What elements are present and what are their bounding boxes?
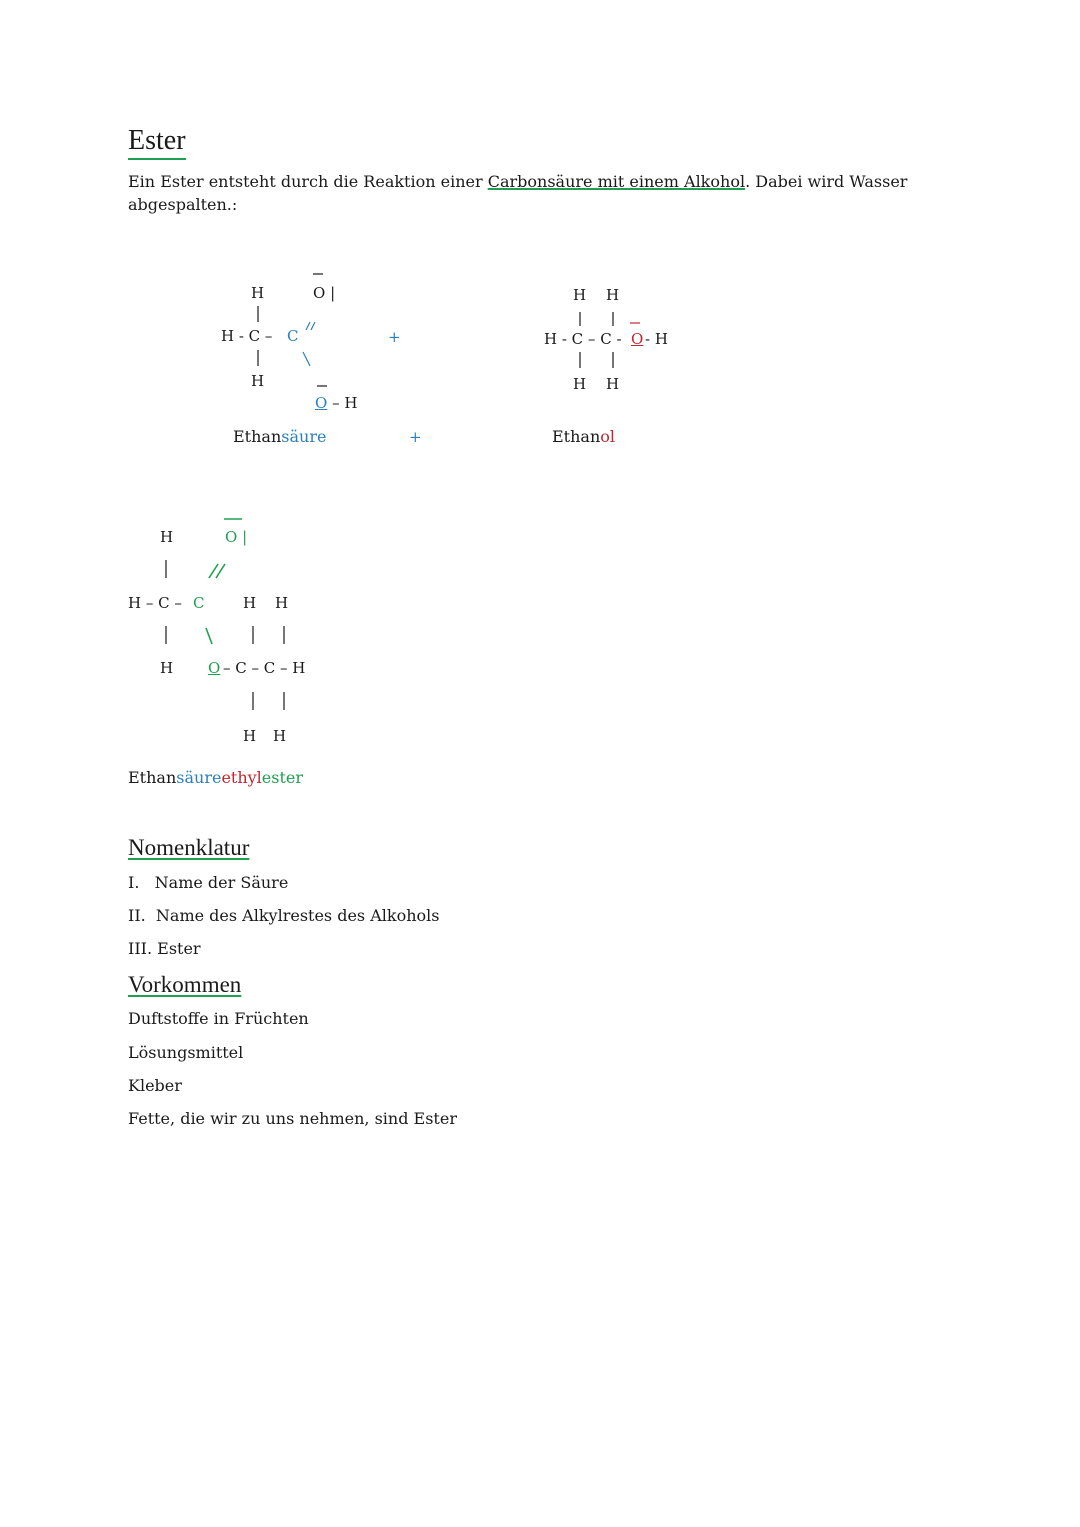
acid-atom-oh: O – H [315, 394, 358, 412]
intro-text-1: Ein Ester entsteht durch die Reaktion einer [128, 172, 488, 191]
ester-atom-h-mid-1: H [243, 594, 257, 612]
ester-atom-h-top: H [160, 528, 174, 546]
acid-atom-o-double: O | [313, 284, 336, 302]
alcohol-atom-o: O [631, 330, 644, 348]
vorkommen-item: Fette, die wir zu uns nehmen, sind Ester [128, 1109, 457, 1128]
acid-atom-c: C [287, 327, 299, 345]
acid-atom-h-bottom: H [251, 372, 265, 390]
nomenklatur-heading: Nomenklatur [128, 835, 250, 860]
plus-sign-names: + [409, 428, 422, 446]
ester-atom-o-double: O | [225, 528, 248, 546]
alcohol-atom-h-bottom-1: H [573, 375, 587, 393]
vorkommen-item: Duftstoffe in Früchten [128, 1009, 309, 1028]
ester-atom-c: C [193, 594, 205, 612]
nomenklatur-item: III. Ester [128, 939, 201, 958]
acid-atom-h-top: H [251, 284, 265, 302]
alcohol-atom-h-top-1: H [573, 286, 587, 304]
ester-atom-o-single: O [208, 659, 221, 677]
acid-name: Ethansäure [233, 427, 327, 446]
vorkommen-heading: Vorkommen [128, 972, 242, 997]
ester-atom-h-low-1: H [243, 727, 257, 745]
ester-atom-chain: – C – C – H [223, 659, 306, 677]
page-title: Ester [128, 124, 186, 160]
ester-atom-hc: H – C – [128, 594, 182, 612]
alcohol-atom-h-bottom-2: H [606, 375, 620, 393]
ester-atom-h-bottom: H [160, 659, 174, 677]
intro-text-2: . Dabei wird Wasser abgespalten.: [128, 172, 908, 214]
ester-atom-h-mid-2: H [275, 594, 289, 612]
alcohol-atom-oh: - H [645, 330, 668, 348]
ester-name: Ethansäureethylester [128, 768, 304, 787]
vorkommen-item: Lösungsmittel [128, 1043, 244, 1062]
plus-sign-structures: + [388, 328, 401, 346]
ester-atom-h-low-2: H [273, 727, 287, 745]
nomenklatur-item: I. Name der Säure [128, 873, 289, 892]
alcohol-atom-hcc: H - C – C - [544, 330, 622, 348]
nomenklatur-item: II. Name des Alkylrestes des Alkohols [128, 906, 440, 925]
alcohol-atom-h-top-2: H [606, 286, 620, 304]
vorkommen-item: Kleber [128, 1076, 182, 1095]
intro-link-text: Carbonsäure mit einem Alkohol [487, 172, 746, 191]
alcohol-name: Ethanol [552, 427, 616, 446]
acid-atom-hc: H - C – [221, 327, 273, 345]
